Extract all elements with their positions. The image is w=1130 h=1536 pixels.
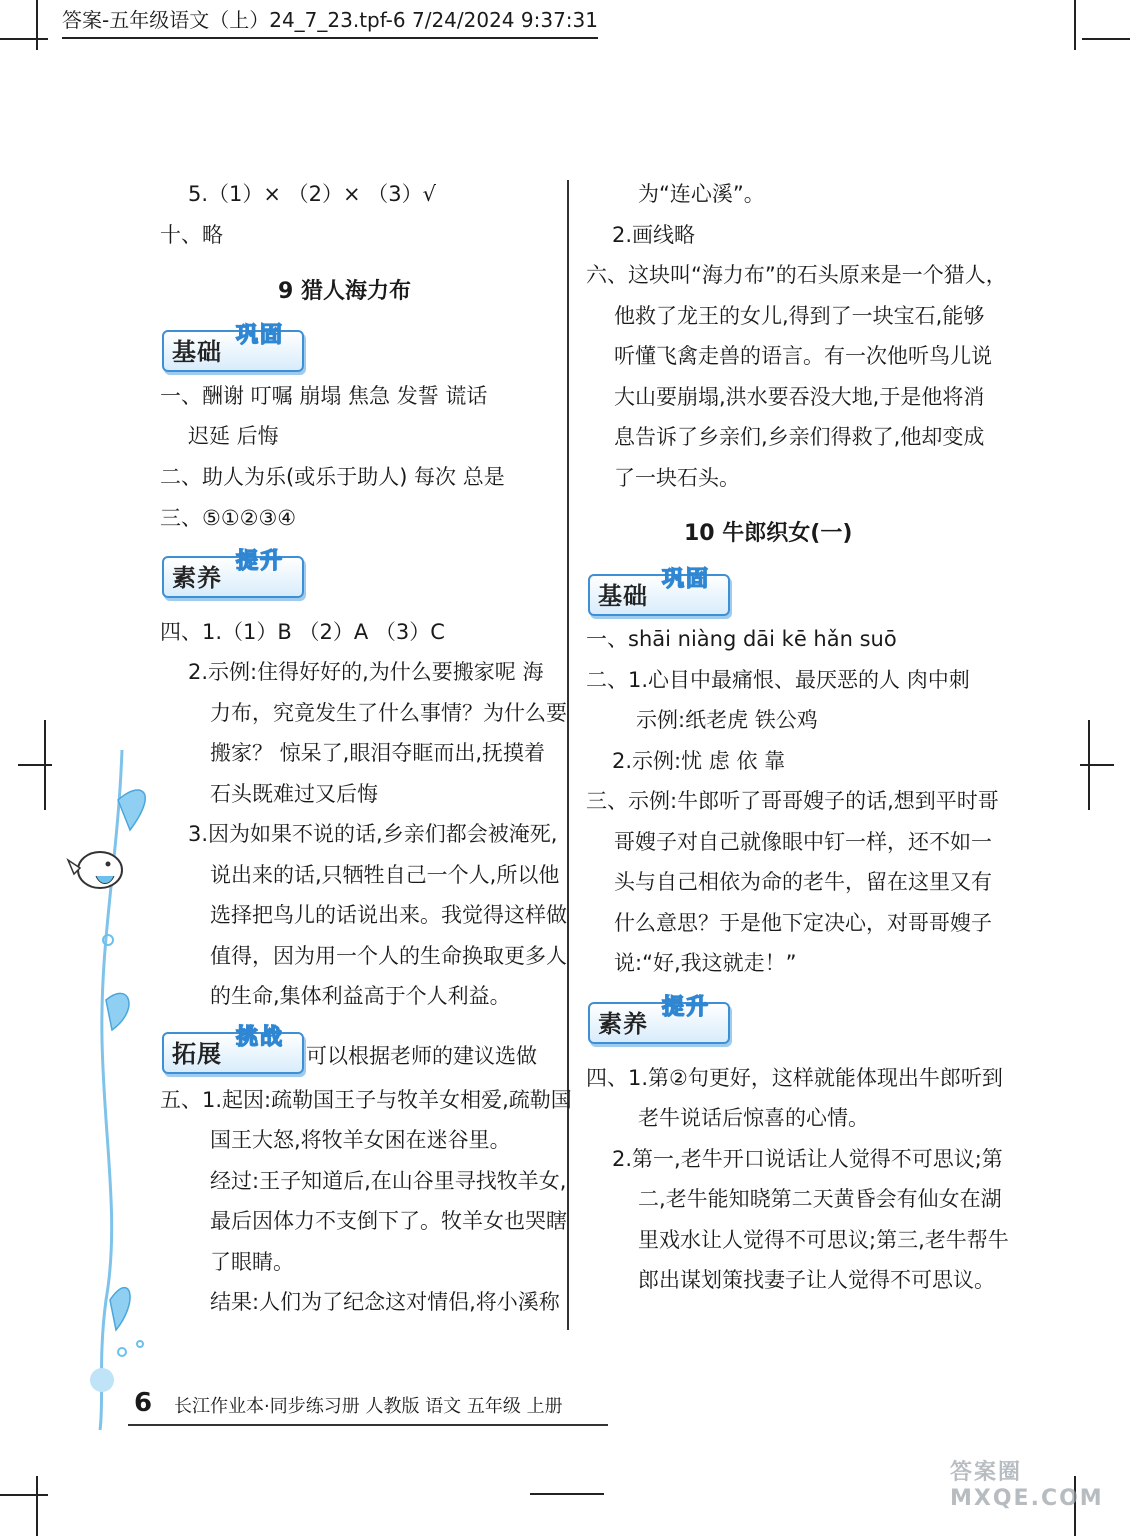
- answer-line: 2.第一,老牛开口说话让人觉得不可思议;第: [612, 1147, 1003, 1171]
- answer-line: 国王大怒,将牧羊女困在迷谷里。: [210, 1128, 511, 1152]
- crop-mark: [1082, 38, 1130, 40]
- answer-line: 经过:王子知道后,在山谷里寻找牧羊女,: [210, 1169, 567, 1193]
- badge-main-text: 基础: [172, 338, 222, 366]
- badge-main-text: 拓展: [172, 1040, 222, 1068]
- optional-note: 可以根据老师的建议选做: [306, 1044, 537, 1068]
- badge-main-text: 素养: [172, 564, 222, 592]
- page-footer: [128, 1388, 608, 1426]
- badge-jichu-gonggu-2: [588, 562, 738, 618]
- answer-line: 结果:人们为了纪念这对情侣,将小溪称: [210, 1290, 560, 1314]
- answer-line: 什么意思？于是他下定决心，对哥哥嫂子: [614, 911, 992, 935]
- answer-line: 了眼睛。: [210, 1250, 294, 1274]
- answer-line: 二、助人为乐(或乐于助人) 每次 总是: [160, 465, 505, 489]
- answer-line: 最后因体力不支倒下了。牧羊女也哭瞎: [210, 1209, 567, 1233]
- badge-sub-text: 提升: [662, 995, 711, 1020]
- answer-line: 的生命,集体利益高于个人利益。: [210, 984, 511, 1008]
- answer-line: 二、1.心目中最痛恨、最厌恶的人 肉中刺: [586, 668, 970, 692]
- answer-line: 示例:纸老虎 铁公鸡: [636, 708, 818, 732]
- crop-mark: [1074, 0, 1076, 50]
- crop-mark: [0, 38, 48, 40]
- answer-line: 力布，究竟发生了什么事情？为什么要: [210, 701, 567, 725]
- answer-line: 四、1.（1）B （2）A （3）C: [160, 620, 445, 644]
- crop-mark: [0, 1494, 48, 1496]
- answer-line: 一、酬谢 叮嘱 崩塌 焦急 发誓 谎话: [160, 384, 488, 408]
- answer-line: 他救了龙王的女儿,得到了一块宝石,能够: [614, 304, 985, 328]
- answer-line: 三、⑤①②③④: [160, 506, 297, 530]
- crop-mark: [530, 1493, 604, 1495]
- answer-line: 值得，因为用一个人的生命换取更多人: [210, 944, 567, 968]
- badge-suyang-tisheng: [162, 544, 312, 600]
- answer-line: 二,老牛能知晓第二天黄昏会有仙女在湖: [638, 1187, 1002, 1211]
- answer-line: 搬家？ 惊呆了,眼泪夺眶而出,抚摸着: [210, 741, 546, 765]
- answer-line: 2.示例:忧 虑 依 靠: [612, 749, 786, 773]
- print-header: 答案-五年级语文（上）24_7_23.tpf-6 7/24/2024 9:37:31: [62, 4, 598, 39]
- answer-line: 2.画线略: [612, 223, 696, 247]
- badge-jichu-gonggu: [162, 318, 312, 374]
- badge-tuozhan-tiaozhan: [162, 1020, 312, 1076]
- answer-line: 五、1.起因:疏勒国王子与牧羊女相爱,疏勒国: [160, 1088, 572, 1112]
- badge-sub-text: 提升: [236, 549, 285, 574]
- answer-line: 3.因为如果不说的话,乡亲们都会被淹死,: [188, 822, 558, 846]
- answer-line: 六、这块叫“海力布”的石头原来是一个猎人，: [586, 263, 1007, 287]
- lesson-10-title: 10 牛郎织女(一): [684, 521, 853, 546]
- badge-sub-text: 巩固: [662, 567, 711, 592]
- badge-sub-text: 挑战: [236, 1025, 285, 1050]
- answer-line: 三、示例:牛郎听了哥哥嫂子的话,想到平时哥: [586, 789, 999, 813]
- answer-line: 为“连心溪”。: [638, 182, 765, 206]
- answer-line: 哥嫂子对自己就像眼中钉一样，还不如一: [614, 830, 992, 854]
- answer-line: 老牛说话后惊喜的心情。: [638, 1106, 869, 1130]
- answer-line: 5.（1）× （2）× （3）√: [188, 182, 437, 206]
- badge-suyang-tisheng-2: [588, 990, 738, 1046]
- answer-line: 一、shāi niàng dāi kē hǎn suō: [586, 627, 897, 651]
- watermark: 答案圈 MXQE.COM: [950, 1460, 1104, 1511]
- answer-line: 迟延 后悔: [188, 424, 279, 448]
- badge-sub-text: 巩固: [236, 323, 285, 348]
- answer-line: 郎出谋划策找妻子让人觉得不可思议。: [638, 1268, 995, 1292]
- answer-line: 十、略: [160, 223, 223, 247]
- answer-line: 里戏水让人觉得不可思议;第三,老牛帮牛: [638, 1228, 1009, 1252]
- badge-main-text: 基础: [598, 582, 648, 610]
- answer-line: 石头既难过又后悔: [210, 782, 378, 806]
- answer-line: 听懂飞禽走兽的语言。有一次他听鸟儿说: [614, 344, 992, 368]
- answer-line: 选择把鸟儿的话说出来。我觉得这样做: [210, 903, 567, 927]
- crop-mark: [1080, 764, 1114, 766]
- answer-line: 四、1.第②句更好，这样就能体现出牛郎听到: [586, 1066, 1003, 1090]
- answer-line: 2.示例:住得好好的,为什么要搬家呢 海: [188, 660, 544, 684]
- footer-book-title: 长江作业本·同步练习册 人教版 语文 五年级 上册: [174, 1396, 563, 1417]
- crop-mark: [36, 1476, 38, 1536]
- answer-line: 说出来的话,只牺牲自己一个人,所以他: [210, 863, 560, 887]
- badge-main-text: 素养: [598, 1010, 648, 1038]
- answer-line: 大山要崩塌,洪水要吞没大地,于是他将消: [614, 385, 985, 409]
- answer-line: 头与自己相依为命的老牛，留在这里又有: [614, 870, 992, 894]
- crop-mark: [18, 764, 52, 766]
- answer-line: 说:“好,我这就走！”: [614, 951, 797, 975]
- column-divider: [567, 180, 569, 1330]
- answer-line: 了一块石头。: [614, 466, 740, 490]
- answer-line: 息告诉了乡亲们,乡亲们得救了,他却变成: [614, 425, 985, 449]
- lesson-9-title: 9 猎人海力布: [278, 279, 411, 304]
- page-number: 6: [134, 1388, 153, 1418]
- crop-mark: [36, 0, 38, 50]
